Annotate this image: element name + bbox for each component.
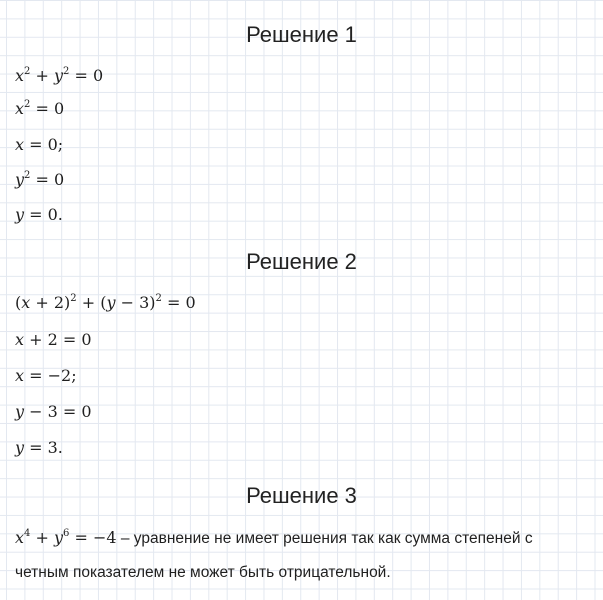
- section-3-title: Решение 3: [246, 483, 357, 508]
- equation-line: y = 0.: [15, 205, 63, 224]
- equation-line: $x^2 + y^2 = 0$: [15, 66, 104, 85]
- explanation-text: четным показателем не может быть отрицательной.: [15, 564, 391, 581]
- equation-line: [15, 528, 533, 549]
- section-2-title: Решение 2: [246, 249, 357, 274]
- equation-line: y = 3.: [15, 438, 63, 457]
- inline-equation: $x^4 + y^6 = -4$: [15, 528, 117, 547]
- equation-line: x + 2 = 0: [15, 330, 92, 349]
- equation-line: $y^2 = 0$: [15, 170, 65, 189]
- equation-line: x = −2;: [15, 366, 77, 385]
- equation-line: $x^2 = 0$: [15, 99, 65, 118]
- equation-line: $(x + 2)^2 + (y - 3)^2 = 0$: [15, 293, 196, 312]
- section-1-title: Решение 1: [246, 22, 357, 47]
- equation-line: x = 0;: [15, 135, 64, 154]
- explanation-text: – уравнение не имеет решения так как сумма степеней с: [116, 530, 533, 547]
- equation-line: y − 3 = 0: [15, 402, 92, 421]
